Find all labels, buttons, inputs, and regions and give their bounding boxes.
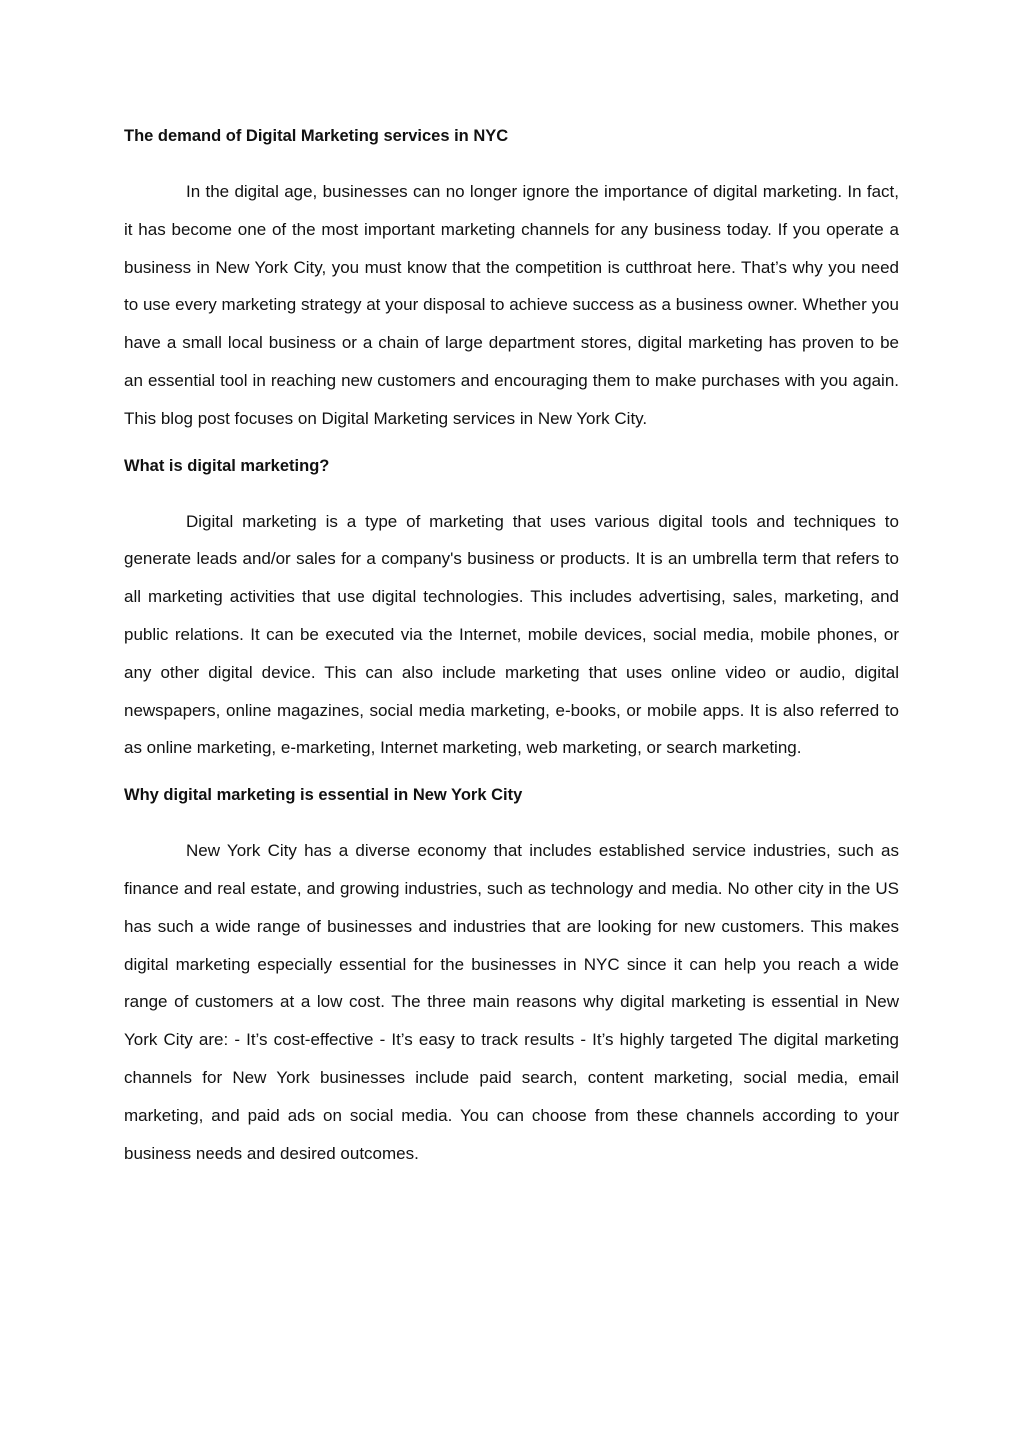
section-heading: The demand of Digital Marketing services in NYC — [124, 127, 509, 145]
section-paragraph: In the digital age, businesses can no longer ignore the importance of digital marketing. In fact, it has become one of the most important marketing channels for any business today. If you operate a business in New York City, you must know that the competition is cutthroat here. That’s why you need to use every marketing strategy at your disposal to achieve success as a business owner. Whether you have a small local business or a chain of large department stores, digital marketing has proven to be an essential tool in reaching new customers and encouraging them to make purchases with you again. This blog post focuses on Digital Marketing services in New York City. — [124, 182, 899, 428]
section-paragraph: New York City has a diverse economy that includes established service industries, such as finance and real estate, and growing industries, such as technology and media. No other city in the US has such a wide range of businesses and industries that are looking for new customers. This makes digital marketing especially essential for the businesses in NYC since it can help you reach a wide range of customers at a low cost. The three main reasons why digital marketing is essential in New York City are: - It’s cost-effective - It’s easy to track results - It’s highly targeted The digital marketing channels for New York businesses include paid search, content marketing, social media, email marketing, and paid ads on social media. You can choose from these channels according to your business needs and desired outcomes. — [124, 841, 899, 1163]
section-heading: Why digital marketing is essential in New York City — [124, 786, 523, 805]
section-demand-nyc — [124, 122, 899, 438]
document-page — [124, 122, 899, 1186]
section-what-is-digital-marketing — [124, 452, 899, 768]
section-why-essential-nyc — [124, 781, 899, 1172]
section-heading: What is digital marketing? — [124, 456, 330, 475]
section-paragraph: Digital marketing is a type of marketing that uses various digital tools and techniques to generate leads and/or sales for a company's business or products. It is an umbrella term that refers to all marketing activities that use digital technologies. This includes advertising, sales, marketing, and public relations. It can be executed via the Internet, mobile devices, social media, mobile phones, or any other digital device. This can also include marketing that uses online video or audio, digital newspapers, online magazines, social media marketing, e-books, or mobile apps. It is also referred to as online marketing, e-marketing, Internet marketing, web marketing, or search marketing. — [124, 511, 899, 758]
